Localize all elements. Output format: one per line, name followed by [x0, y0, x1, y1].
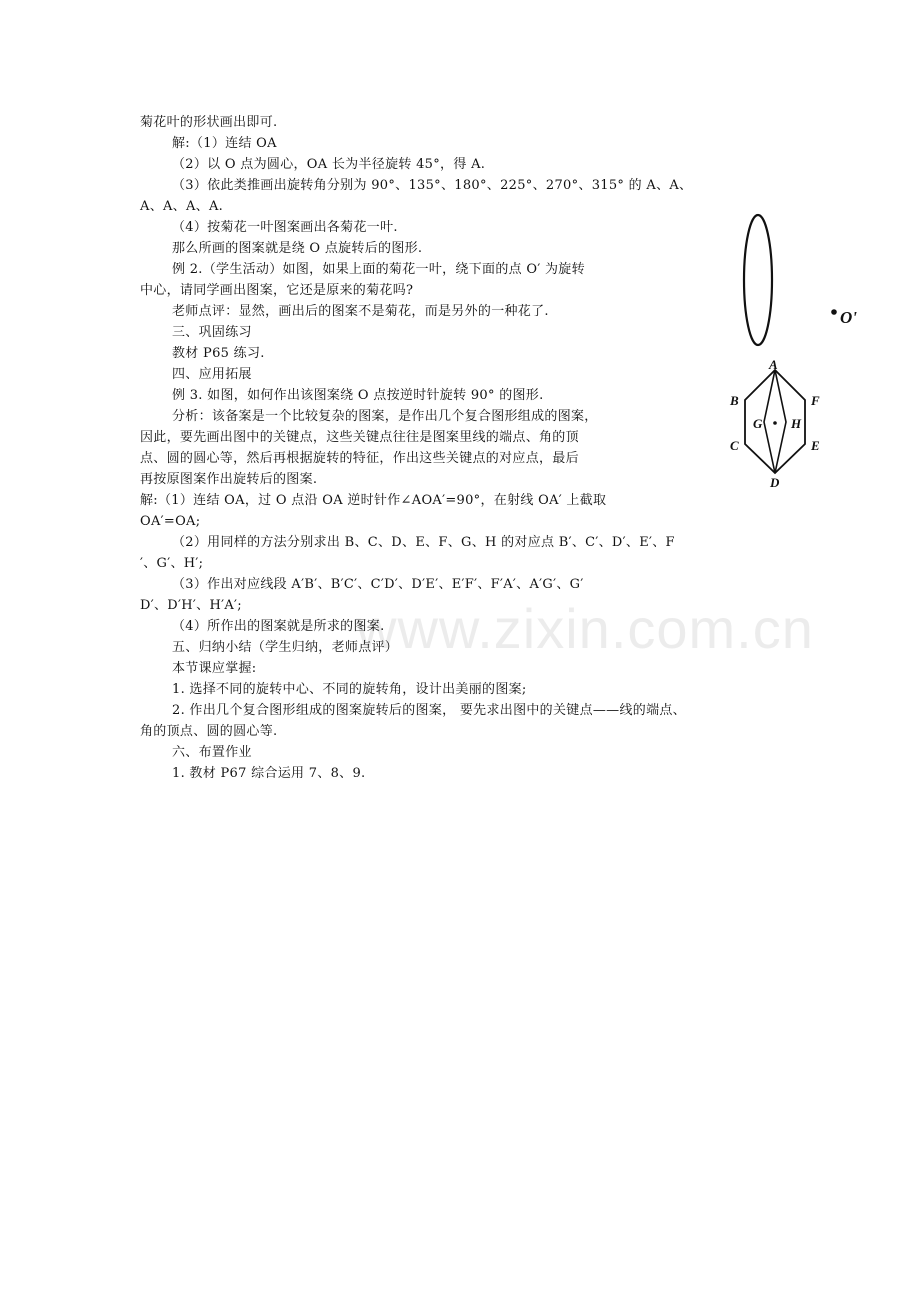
figure-leaf-svg [740, 210, 870, 350]
text-line: 2. 作出几个复合图形组成的图案旋转后的图案， 要先求出图中的关键点——线的端点、 [172, 703, 686, 718]
label-a: A [769, 360, 778, 372]
watermark: www.zixin.com.cn [356, 597, 814, 660]
text-line: OA′=OA; [140, 514, 201, 529]
text-line: 菊花叶的形状画出即可. [140, 115, 278, 130]
text-line: 角的顶点、圆的圆心等. [140, 724, 278, 739]
text-line: 再按原图案作出旋转后的图案. [140, 472, 318, 487]
figure-hexagon [725, 360, 835, 490]
point-o-prime-label: O' [840, 308, 857, 327]
text-line: 解:（1）连结 OA [172, 136, 277, 151]
text-line: （2）以 O 点为圆心，OA 长为半径旋转 45°，得 A. [172, 157, 486, 172]
text-line: （4）所作出的图案就是所求的图案. [172, 619, 385, 634]
text-line: （4）按菊花一叶图案画出各菊花一叶. [172, 220, 398, 235]
point-o-prime [831, 309, 837, 315]
text-line: D′、D′H′、H′A′; [140, 598, 242, 613]
label-b: B [730, 393, 739, 408]
text-line: 本节课应掌握: [172, 661, 257, 676]
label-e: E [811, 438, 820, 453]
text-line: （3）依此类推画出旋转角分别为 90°、135°、180°、225°、270°、315° 的 A、A、 [172, 178, 693, 193]
section-heading: 五、归纳小结（学生归纳，老师点评） [172, 640, 399, 655]
text-line: （2）用同样的方法分别求出 B、C、D、E、F、G、H 的对应点 B′、C′、D′、E′、F [172, 535, 675, 550]
section-heading: 四、应用拓展 [172, 367, 252, 382]
section-heading: 六、布置作业 [172, 745, 252, 760]
text-line: 因此，要先画出图中的关键点，这些关键点往往是图案里线的端点、角的顶 [140, 430, 579, 445]
figure-leaf [740, 210, 870, 350]
leaf-ellipse [744, 215, 772, 345]
label-c: C [730, 438, 739, 453]
section-heading: 三、巩固练习 [172, 325, 252, 340]
text-line: 解:（1）连结 OA，过 O 点沿 OA 逆时针作∠AOA′=90°，在射线 OA′ 上截取 [140, 493, 607, 508]
text-line: ′、G′、H′; [140, 556, 204, 571]
text-line: 老师点评：显然，画出后的图案不是菊花，而是另外的一种花了. [172, 304, 549, 319]
text-line: 例 3. 如图，如何作出该图案绕 O 点按逆时针旋转 90° 的图形. [172, 388, 544, 403]
text-line: 例 2.（学生活动）如图，如果上面的菊花一叶，绕下面的点 O′ 为旋转 [172, 262, 585, 277]
label-d: D [770, 475, 780, 490]
text-line: （3）作出对应线段 A′B′、B′C′、C′D′、D′E′、E′F′、F′A′、A′G′、G′ [172, 577, 584, 592]
text-line: 分析：该备案是一个比较复杂的图案，是作出几个复合图形组成的图案， [172, 409, 598, 424]
label-h: H [791, 416, 802, 431]
text-line: 教材 P65 练习. [172, 346, 265, 361]
text-line: 1. 教材 P67 综合运用 7、8、9. [172, 766, 366, 781]
label-g: G [753, 416, 763, 431]
text-line: 那么所画的图案就是绕 O 点旋转后的图形. [172, 241, 423, 256]
text-line: 点、圆的圆心等，然后再根据旋转的特征，作出这些关键点的对应点，最后 [140, 451, 579, 466]
center-point-o [773, 421, 777, 425]
text-line: 中心，请同学画出图案，它还是原来的菊花吗? [140, 283, 414, 298]
text-line: A、A、A、A. [140, 199, 224, 214]
label-f: F [811, 393, 820, 408]
text-line: 1. 选择不同的旋转中心、不同的旋转角，设计出美丽的图案; [172, 682, 527, 697]
figure-hexagon-svg [725, 360, 835, 490]
